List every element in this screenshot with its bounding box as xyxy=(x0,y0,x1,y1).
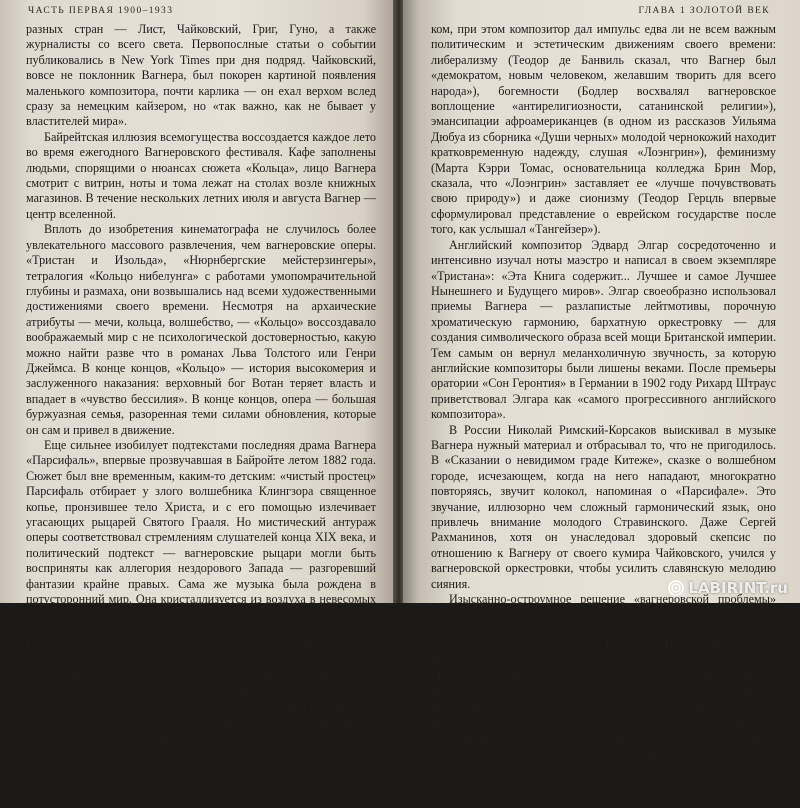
paragraph: К 1906 году, через 23 года после смерти, Вагнер превратился в колосса, чье влияние чувствовалось уже не только в музыке, но и в литературе, театре и изобразительном искусстве. Выспренные молодые люди зачитывали его либретто — так американские студенты позже декламировали Боба Дилана. Антисемиты и ультранационалисты считали Вагнера своим проро- xyxy=(26,669,376,761)
watermark-text: LABIRINT.ru xyxy=(688,579,788,597)
paragraph: Байрейтская иллюзия всемогущества воссоздается каждое лето во время ежегодного Вагнеровского фестиваля. Кафе заполнены людьми, спорящими о нюансах сюжета «Кольца», лицо Вагнера смотрит с витрин, ноты и тома лежат на столах возле книжных магазинов. В течение нескольких летних июля и августа Вагнер — центр вселенной. xyxy=(26,129,376,221)
left-page-text xyxy=(26,22,376,762)
paragraph: разных стран — Лист, Чайковский, Григ, Гуно, а также журналисты со всего света. Первопослные статьи о событии публиковались в New York Times при дня подряд. Чайковский, вовсе не поклонник Вагнера, был покорен картиной появления маленького композитора, почти карлика — он ехал верхом вслед сразу за немецким кайзером, но «так важно, как не бывает у властителей мира». xyxy=(26,22,376,129)
left-running-head: ЧАСТЬ ПЕРВАЯ 1900–1933 xyxy=(28,6,174,16)
paragraph: Еще сильнее изобилует подтекстами последняя драма Вагнера «Парсифаль», впервые прозвучавшая в Байройте летом 1882 года. Сюжет был вне временным, каким-то детским: «чистый простец» Парсифаль отбирает у злого волшебника Клингзора священное копье, пронзившее тело Христа, и с его помощью излечивает угасающих рыцарей Святого Грааля. Но мистический антураж оперы соответствовал стремлениям слушателей конца XIX века, и политический подтекст — вагнеровские рыцари могли быть восприняты как аллегория нездорового Запада — разгоревший фантазии крайне правых. Сама же музыка была рождена в потусторонний мир. Она кристаллизуется из воздуха в невесомых формах, превращается в скалы и снова тает. «Здесь время становится пространством», — говорит мудрый рыцарь Гурнеманц, ведущий Парсифаля по дороге к замку Грааля, и над оркестром гипнотически звучит колокол. xyxy=(26,437,376,668)
right-page xyxy=(403,0,800,807)
paragraph: Английский композитор Эдвард Элгар сосредоточенно и интенсивно изучал ноты маэстро и написал в своем экземпляре «Тристана»: «Эта Книга содержит... Лучшее и самое Лучшее Нынешнего и Будущего миров». Элгар своеобразно использовал приемы Вагнера — разлапистые лейтмотивы, порочную хроматическую гармонию, бархатную оркестровку — для создания символического образа всей мощи Британской империи. Тем самым он вернул меланхоличную звучность, за которую английские композиторы были лишены веками. После премьеры оратории «Сон Геронтия» в Германии в 1902 году Рихард Штраус приветствовал Элгара как «самого прогрессивного английского композитора». xyxy=(431,237,776,422)
right-page-text xyxy=(431,22,776,808)
left-page xyxy=(0,0,395,761)
paragraph: ком, при этом композитор дал импульс едва ли не всем важным политическим и эстетическим движениям своего времени: либерализму (Теодор де Банвиль сказал, что Вагнер был «демократом, новым человеком, желавшим творить для всего народа»), богемности (Бодлер восхвалял вагнеровское воплощение «антирелигиозности, сатанинской религии»), эмансипации афроамериканцев (в одном из рассказов Уильяма Дюбуа из сборника «Души черных» молодой чернокожий находит кратковременную надежду, слушая «Лоэнгрин»), феминизму (Марта Кэрри Томас, основательница колледжа Брин Мор, сказала, что «Лоэнгрин» заставляет ее «лучше почувствовать свою природу») и даже сионизму (Теодор Герцль впервые сформулировал представление о еврейском государстве после того, как услышал «Тангейзер»). xyxy=(431,22,776,237)
paragraph: В России Николай Римский-Корсаков выискивал в музыке Вагнера нужный материал и отбрасывал то, что не пригодилось. В «Сказании о невидимом граде Китеже», сказке о волшебном городе, исчезающем, когда на него нападают, многократно повторяясь, звучит колокол, напоминая о «Парсифале». Это звучание, иллюзорно чем сложный гармонический язык, оно привлечь внимание молодого Стравинского. Даже Сергей Рахманинов, хотя он унаследовал здоровый скепсис по отношению к Вагнеру от своего кумира Чайковского, учился у вагнеровской оркестровки, чтобы усилить славянскую мелодию сияния. xyxy=(431,422,776,591)
right-running-head: ГЛАВА 1 ЗОЛОТОЙ ВЕК xyxy=(638,6,770,16)
labyrinth-logo-icon xyxy=(668,580,684,596)
paragraph: Вплоть до изобретения кинематографа не случилось более увлекательного массового развлечения, чем вагнеровские оперы. «Тристан и Изольда», «Нюрнбергские мейстерзингеры», тетралогия «Кольцо нибелунга» с работами умопомрачительной глубины и размаха, они возвышались над всеми художественными достижениями своего времени. Несмотря на архаические атрибуты — мечи, кольца, волшебство, — «Кольцо» воссоздавало воображаемый мир с не психологической достоверностью, какую можно найти разве что в романах Льва Толстого или Генри Джеймса. В конце концов, «Кольцо» — история высокомерия и заслуженного наказания: верховный бог Вотан теряет власть и впадает в «чувство бессилия». В конце концов, опера — большая буржуазная семья, разоренная теми силами обновления, которые он сам и привел в движение. xyxy=(26,222,376,437)
labirint-watermark xyxy=(668,579,788,597)
paragraph: Изысканно-остроумное решение «вагнеровской проблемы» предложил Пуччини. Как и многие представители этого поколения, он отказался от мистических сюжетов вроде тех, что использованы в «Парсифале». Вместе с Пьетро Масканьи и Руджеро Леонкавалло, авторами опер «Сельская честь» и «Паяцы», Пуччини следовал в сторону нового направления — веризма, или «веристской оперы» — в которой вагнеровские интонации сочетались с кроваво-мелодраматической оркестровкой, а сцену заполняли беспросветно своеобразные современные персонажи: проститутки, разбойники, беспризорники, ревнивый клоун. На первый взгляд, в зрелых операх Пуччини о Вагнере практически ничего не напоминает. Влияние полностью скрыто: вы чувствуете его в том, как мелодия возникает из оркестровой фактуры, как xyxy=(431,592,776,807)
